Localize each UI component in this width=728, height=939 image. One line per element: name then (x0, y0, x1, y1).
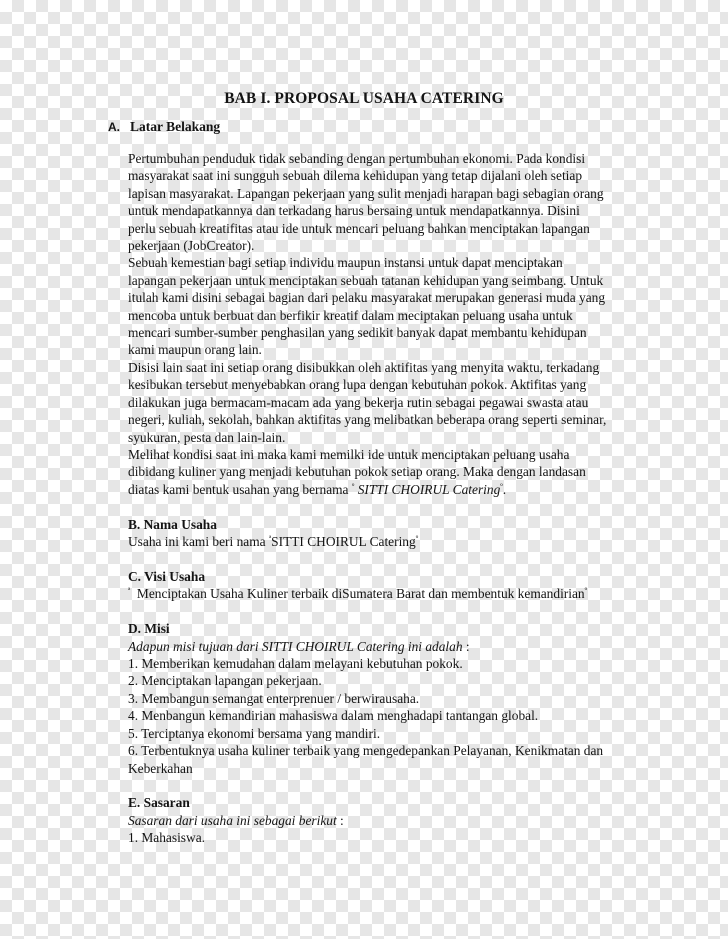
paragraph-line: kesibukan tersebut menyebabkan orang lupa dengan kebutuhan pokok. Aktifitas yang (128, 377, 587, 393)
section-e-heading: E. Sasaran (128, 795, 190, 811)
text-fragment: : (462, 638, 470, 654)
list-item: 4. Menbangun kemandirian mahasiswa dalam menghadapi tantangan global. (128, 708, 539, 724)
paragraph-line: Sebuah kemestian bagi setiap individu maupun instansi untuk dapat menciptakan (128, 255, 563, 271)
paragraph-line (128, 533, 628, 550)
mission-intro: Adapun misi tujuan dari SITTI CHOIRUL Catering ini adalah (128, 638, 463, 654)
paragraph-line (128, 585, 628, 602)
paragraph-line: mencoba untuk berbuat dan berfikir kreatif dalam meciptakan peluang usaha untuk (128, 307, 573, 323)
paragraph-line: untuk mendapatkannya dan terkadang harus bersaing untuk mendapatkannya. Disini (128, 203, 580, 219)
paragraph-line: lapisan masyarakat. Lapangan pekerjaan yang sulit menjadi harapan bagi sebagian orang (128, 185, 604, 201)
list-item: Keberkahan (128, 760, 193, 776)
text-fragment: Usaha ini kami beri nama (128, 534, 269, 550)
paragraph-line: masyarakat saat ini sungguh sebuah dilema kehidupan yang tetap dijalani oleh setiap (128, 168, 583, 184)
paragraph-line: lapangan pekerjaan untuk menciptakan sebuah tatanan kehidupan yang seimbang. Untuk (128, 272, 604, 288)
section-c-heading: C. Visi Usaha (128, 568, 206, 584)
target-intro: Sasaran dari usaha ini sebagai berikut (128, 812, 337, 828)
document-body (128, 150, 628, 847)
list-item: 1. Memberikan kemudahan dalam melayani kebutuhan pokok. (128, 656, 463, 672)
paragraph-line: kami maupun orang lain. (128, 342, 262, 358)
paragraph-line: Melihat kondisi saat ini maka kami memilki ide untuk menciptakan peluang usaha (128, 446, 570, 462)
section-a-title: Latar Belakang (130, 119, 221, 134)
paragraph-line: syukuran, pesta dan lain-lain. (128, 429, 286, 445)
paragraph-line: Disisi lain saat ini setiap orang disibukkan oleh aktifitas yang menyita waktu, terkadang (128, 359, 600, 375)
paragraph-line (128, 481, 628, 498)
section-a-heading (108, 119, 220, 135)
quote-mark: ª (268, 534, 272, 544)
paragraph-line: dilakukan juga bermacam-macam ada yang bekerja rutin sebagai pegawai swasta atau (128, 394, 589, 410)
quote-mark: ª (128, 586, 131, 596)
list-item: 6. Terbentuknya usaha kuliner terbaik yang mengedepankan Pelayanan, Kenikmatan dan (128, 743, 604, 759)
section-d-heading: D. Misi (128, 621, 170, 637)
paragraph-line: perlu sebuah kreatifitas atau ide untuk mencari peluang bahkan menciptakan lapangan (128, 220, 590, 236)
section-a-letter: A. (108, 120, 120, 134)
text-fragment: . (502, 481, 507, 497)
quote-mark: º (351, 481, 355, 491)
section-b-heading: B. Nama Usaha (128, 516, 217, 532)
quote-mark: º (584, 586, 588, 596)
paragraph-line: negeri, kuliah, sekolah, bahkan aktifitas yang melibatkan beberapa orang seperti seminar, (128, 412, 607, 428)
quote-mark: º (415, 534, 419, 544)
paragraph-line: mencari sumber-sumber penghasilan yang sedikit banyak dapat membantu kehidupan (128, 325, 587, 341)
text-fragment: diatas kami bentuk usahan yang bernama (128, 481, 352, 497)
paragraph-line (128, 812, 628, 829)
paragraph-line: itulah kami disini sebagai bagian dari pelaku masyarakat merupakan generasi muda yang (128, 290, 606, 306)
paragraph-line (128, 638, 628, 655)
paragraph-line: Pertumbuhan penduduk tidak sebanding dengan pertumbuhan ekonomi. Pada kondisi (128, 151, 586, 166)
business-name: SITTI CHOIRUL Catering (354, 481, 501, 497)
list-item: 1. Mahasiswa. (128, 830, 205, 846)
list-item: 5. Terciptanya ekonomi bersama yang mandiri. (128, 725, 381, 741)
vision-text: Menciptakan Usaha Kuliner terbaik diSumatera Barat dan membentuk kemandirian (130, 586, 585, 602)
quote-mark: º (500, 481, 503, 491)
text-fragment: : (336, 812, 344, 828)
business-name: SITTI CHOIRUL Catering (271, 534, 416, 550)
list-item: 3. Membangun semangat enterprenuer / berwirausaha. (128, 690, 420, 706)
document-title: BAB I. PROPOSAL USAHA CATERING (224, 90, 504, 107)
paragraph-line: pekerjaan (JobCreator). (128, 238, 255, 254)
paragraph-line: dibidang kuliner yang menjadi kebutuhan pokok setiap orang. Maka dengan landasan (128, 464, 586, 480)
list-item: 2. Menciptakan lapangan pekerjaan. (128, 673, 322, 689)
